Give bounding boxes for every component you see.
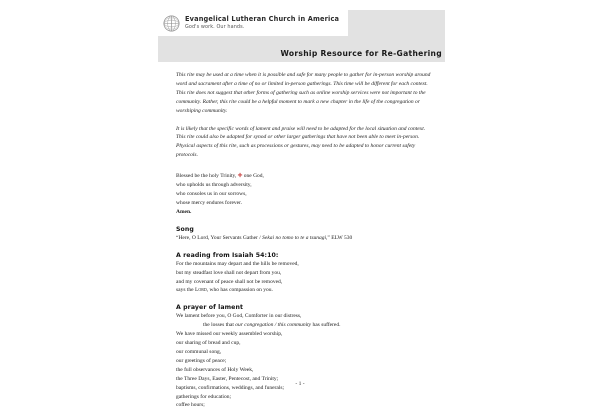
lament-item: the Three Days, Easter, Pentecost, and Trinity;: [176, 375, 279, 382]
logo-plate: [158, 10, 348, 36]
song-citation: [176, 234, 434, 243]
blessing-line-4: whose mercy endures forever.: [176, 200, 242, 207]
rubric-paragraph-2: It is likely that the specific words of lament and praise will need to be adapted for the local situation and context. This rite could also be adapted for synod or other larger gatherings that have not been able to meet in-person. Physical aspects of this rite, such as processions or gestures, may need to be adapted to honor current safety protocols.: [176, 125, 426, 159]
reading-final-suffix: , who has compassion on you.: [206, 287, 273, 294]
blessing-line-3: who consoles us in our sorrows,: [176, 191, 247, 198]
logo-text-block: [185, 16, 339, 29]
lament-item: our sharing of bread and cup,: [176, 340, 241, 347]
song-title-english: “Here, O Lord, Your Servants Gather /: [176, 234, 263, 241]
blessing-line-2: who upholds us through adversity,: [176, 182, 252, 189]
reading-lines: [176, 260, 434, 296]
blessing-line-1: [176, 172, 434, 181]
lament-losses-line: [176, 321, 434, 330]
lament-item: our communal song,: [176, 348, 222, 355]
reading-heading: A reading from Isaiah 54:10:: [176, 251, 279, 259]
lament-item: baptisms, confirmations, weddings, and funerals;: [176, 384, 284, 391]
lament-losses-suffix: has suffered.: [311, 322, 341, 329]
divine-name-lord: Lord: [194, 287, 207, 294]
cross-icon: ✛: [237, 173, 243, 180]
reading-final-prefix: says the: [176, 287, 195, 294]
elca-globe-cross-logo-icon: [163, 15, 180, 32]
lament-item: gatherings for education;: [176, 393, 231, 400]
song-reference: ,” ELW 530: [326, 234, 353, 241]
document-title: Worship Resource for Re-Gathering: [280, 49, 442, 58]
page-number: - 1 -: [295, 381, 305, 387]
reading-line: and my covenant of peace shall not be removed,: [176, 278, 283, 285]
lament-item: our greetings of peace;: [176, 357, 227, 364]
blessing-line-1-post: one God,: [242, 173, 264, 180]
lament-opening: We lament before you, O God, Comforter in our distress,: [176, 313, 302, 320]
lament-item: coffee hours;: [176, 402, 205, 409]
blessing-block: [176, 172, 434, 217]
lament-heading: A prayer of lament: [176, 304, 244, 312]
lament-losses-congregation: our congregation / this community: [235, 322, 312, 329]
document-content: [176, 71, 434, 410]
lament-item: We have missed our weekly assembled worship,: [176, 331, 283, 338]
organization-tagline: God's work. Our hands.: [185, 23, 245, 30]
rubric-paragraph-1: This rite may be used at a time when it is possible and safe for many people to gather for in-person worship around word and sacrament after a time of no or limited in-person gatherings. This time will be different for each context. This rite does not suggest that other forms of gathering such as online worship services were not important to the community. Rather, this rite could be a helpful moment to mark a new chapter in the life of the congregation or worshiping community.: [176, 72, 431, 114]
lament-item: the full observances of Holy Week,: [176, 366, 254, 373]
blessing-amen: Amen.: [176, 208, 192, 215]
lament-items: [176, 330, 434, 410]
header-band: [158, 10, 445, 62]
blessing-line-1-pre: Blessed be the holy Trinity,: [176, 173, 238, 180]
reading-line: For the mountains may depart and the hills be removed,: [176, 260, 299, 267]
lament-losses-prefix: the losses that: [203, 322, 236, 329]
reading-line: but my steadfast love shall not depart from you,: [176, 269, 282, 276]
song-heading: Song: [176, 225, 194, 233]
organization-name: Evangelical Lutheran Church in America: [185, 15, 340, 24]
song-title-japanese: Sekai no tomo to te a tsunagi: [262, 234, 327, 241]
reading-line-final: [176, 286, 434, 295]
